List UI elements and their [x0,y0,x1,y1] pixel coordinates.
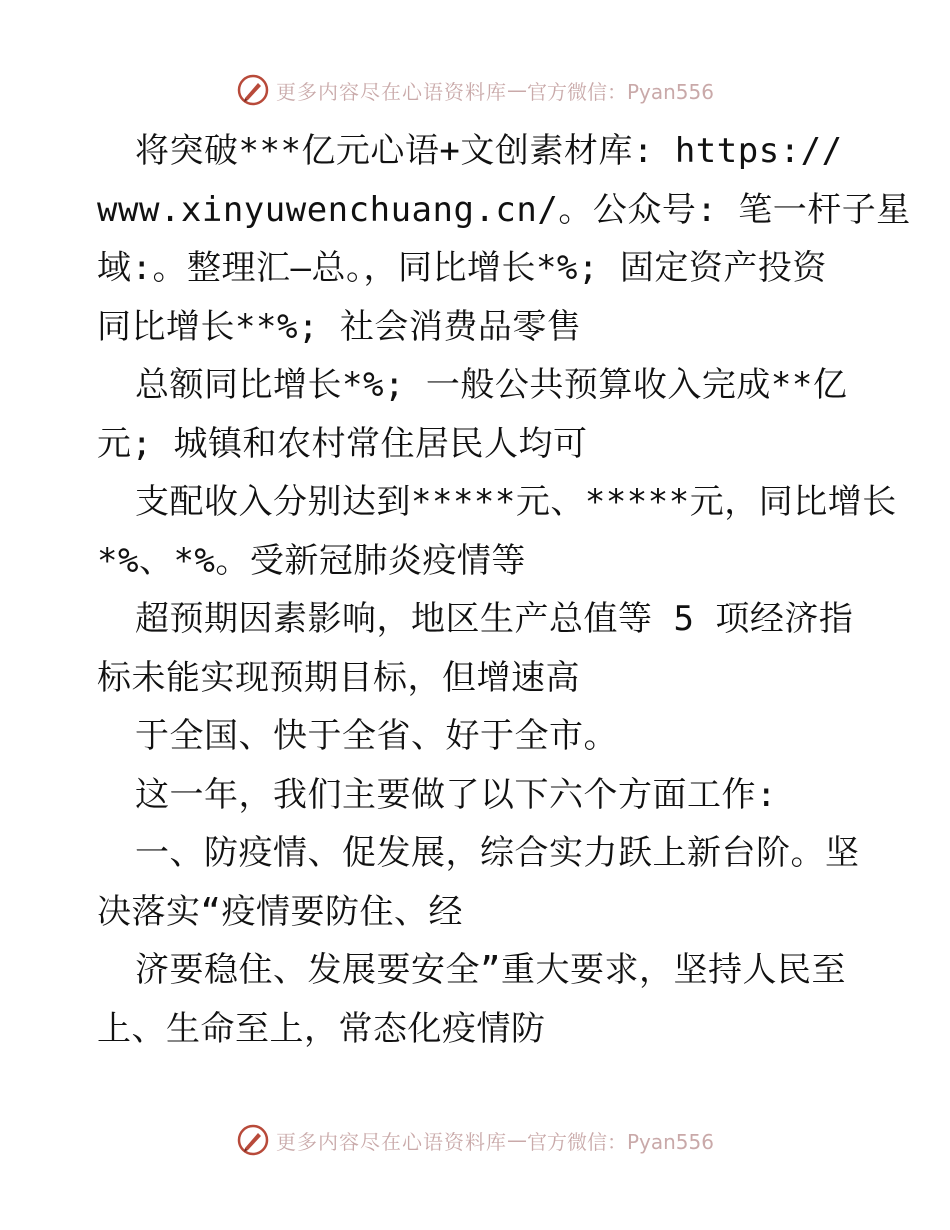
body-line: 域:。整理汇—总。，同比增长*%; 固定资产投资 [97,248,827,288]
body-line: *%、*%。受新冠肺炎疫情等 [97,540,526,581]
body-line: 这一年，我们主要做了以下六个方面工作: [135,774,777,815]
body-line: 一、防疫情、促发展，综合实力跃上新台阶。坚 [135,833,860,873]
pen-logo-icon [236,73,270,107]
body-line: 标未能实现预期目标，但增速高 [97,657,580,698]
watermark-contact: 官方微信：Pyan556 [526,79,714,104]
body-line: 于全国、快于全省、好于全市。 [135,716,618,756]
body-line: 同比增长**%; 社会消费品零售 [97,306,582,347]
watermark-text: 更多内容尽在心语资料库 [275,1129,507,1154]
body-line: 元; 城镇和农村常住居民人均可 [97,423,588,464]
body-line: 上、生命至上，常态化疫情防 [97,1008,546,1049]
watermark-separator: — [506,78,527,102]
body-line: 总额同比增长*%; 一般公共预算收入完成**亿 [135,365,848,405]
header-watermark-banner [0,70,950,110]
watermark-separator: — [506,1128,527,1152]
body-line: 决落实“疫情要防住、经 [97,891,463,932]
pen-logo-icon [236,1123,270,1157]
footer-watermark-banner [0,1120,950,1160]
body-line: www.xinyuwenchuang.cn/。公众号: 笔一杆子星 [97,189,911,230]
document-body [97,122,911,1058]
watermark-contact: 官方微信：Pyan556 [526,1129,714,1154]
body-line: 将突破***亿元心语+文创素材库: https:// [135,131,843,171]
watermark-text: 更多内容尽在心语资料库 [275,79,507,104]
body-line: 支配收入分别达到*****元、*****元，同比增长 [135,482,897,522]
body-line: 济要稳住、发展要安全”重大要求，坚持人民至 [135,950,846,990]
body-line: 超预期因素影响，地区生产总值等 5 项经济指 [135,599,854,639]
